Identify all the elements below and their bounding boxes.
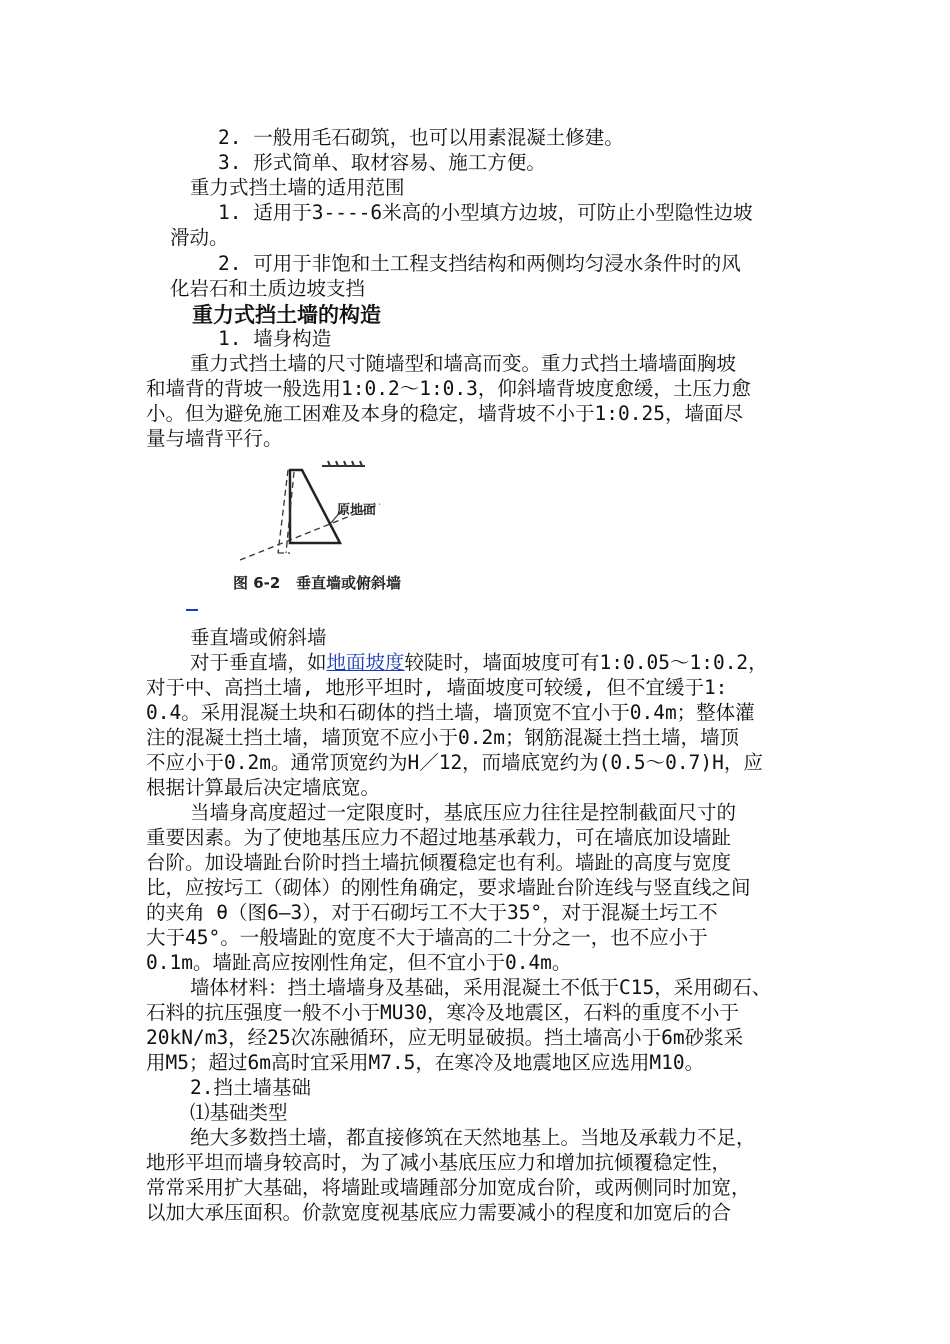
paragraph-line: 墙体材料：挡土墙墙身及基础，采用混凝土不低于C15，采用砌石、 xyxy=(190,976,772,999)
text-run: 对于垂直墙，如 xyxy=(190,651,327,674)
paragraph-line: 量与墙背平行。 xyxy=(146,427,283,450)
wall-section xyxy=(290,470,340,543)
paragraph-line: 对于中、高挡土墙, 地形平坦时, 墙面坡度可较缓, 但不宜缓于1: xyxy=(146,676,728,699)
paragraph-line: 地形平坦而墙身较高时，为了减小基底压应力和增加抗倾覆稳定性， xyxy=(146,1151,732,1174)
paragraph-line: 和墙背的背坡一般选用1:0.2～1:0.3，仰斜墙背坡度愈缓，土压力愈 xyxy=(146,377,751,400)
paragraph-line: 重要因素。为了使地基压应力不超过地基承载力，可在墙底加设墙趾 xyxy=(146,826,732,849)
paragraph-line: 用M5；超过6m高时宜采用M7.5，在寒冷及地震地区应选用M10。 xyxy=(146,1051,705,1074)
paragraph-line: 石料的抗压强度一般不小于MU30，寒冷及地震区，石料的重度不小于 xyxy=(146,1001,739,1024)
figure-label: 原地面 xyxy=(337,503,377,518)
paragraph-line xyxy=(190,650,768,675)
link-anchor-mark[interactable] xyxy=(186,609,198,611)
section-title: 2.挡土墙基础 xyxy=(190,1076,311,1099)
paragraph-line: 台阶。加设墙趾台阶时挡土墙抗倾覆稳定也有利。墙趾的高度与宽度 xyxy=(146,851,732,874)
paragraph-line: 以加大承压面积。价款宽度视基底应力需要减小的程度和加宽后的合 xyxy=(146,1201,732,1224)
text-line: 2. 可用于非饱和土工程支挡结构和两侧均匀浸水条件时的风 xyxy=(218,252,741,275)
paragraph-line: 根据计算最后决定墙底宽。 xyxy=(146,776,381,799)
paragraph-line: 20kN/m3，经25次冻融循环，应无明显破损。挡土墙高小于6m砂浆采 xyxy=(146,1026,744,1049)
paragraph-line: 绝大多数挡土墙，都直接修筑在天然地基上。当地及承载力不足， xyxy=(190,1126,756,1149)
paragraph-line: 小。但为避免施工困难及本身的稳定，墙背坡不小于1:0.25，墙面尽 xyxy=(146,402,743,425)
text-run: 较陡时，墙面坡度可有1:0.05～1:0.2， xyxy=(404,651,768,674)
paragraph-line: 大于45°。一般墙趾的宽度不大于墙高的二十分之一，也不应小于 xyxy=(146,926,708,949)
text-line: 化岩石和土质边坡支挡 xyxy=(170,277,366,300)
paragraph-line: 0.1m。墙趾高应按刚性角定，但不宜小于0.4m。 xyxy=(146,951,572,974)
text-line: 滑动。 xyxy=(170,226,229,249)
subtitle: 垂直墙或俯斜墙 xyxy=(190,626,327,649)
text-line: 重力式挡土墙的适用范围 xyxy=(190,176,405,199)
dashed-batter-line xyxy=(278,470,288,553)
text-line: 1. 适用于3----6米高的小型填方边坡，可防止小型隐性边坡 xyxy=(218,201,753,224)
paragraph-line: 不应小于0.2m。通常顶宽约为H／12，而墙底宽约为(0.5～0.7)H，应 xyxy=(146,751,763,774)
section-title: 1. 墙身构造 xyxy=(218,327,332,350)
section-heading: 重力式挡土墙的构造 xyxy=(192,303,381,327)
ground-slope-link[interactable]: 地面坡度 xyxy=(326,651,405,674)
text-line: 2. 一般用毛石砌筑，也可以用素混凝土修建。 xyxy=(218,126,624,149)
paragraph-line: 常常采用扩大基础，将墙趾或墙踵部分加宽成台阶，或两侧同时加宽， xyxy=(146,1176,751,1199)
paragraph-line: 重力式挡土墙的尺寸随墙型和墙高而变。重力式挡土墙墙面胸坡 xyxy=(190,352,737,375)
paragraph-line: 比，应按圬工（砌体）的刚性角确定，要求墙趾台阶连线与竖直线之间 xyxy=(146,876,751,899)
paragraph-line: 的夹角 θ（图6—3），对于石砌圬工不大于35°，对于混凝土圬工不 xyxy=(146,901,718,924)
paragraph-line: 注的混凝土挡土墙，墙顶宽不应小于0.2m；钢筋混凝土挡土墙，墙顶 xyxy=(146,726,739,749)
paragraph-line: 0.4。采用混凝土块和石砌体的挡土墙，墙顶宽不宜小于0.4m；整体灌 xyxy=(146,701,755,724)
subsection-title: ⑴基础类型 xyxy=(190,1101,288,1124)
text-line: 3. 形式简单、取材容易、施工方便。 xyxy=(218,151,546,174)
paragraph-line: 当墙身高度超过一定限度时，基底压应力往往是控制截面尺寸的 xyxy=(190,801,737,824)
figure-caption: 图 6-2 垂直墙或俯斜墙 xyxy=(233,574,401,592)
